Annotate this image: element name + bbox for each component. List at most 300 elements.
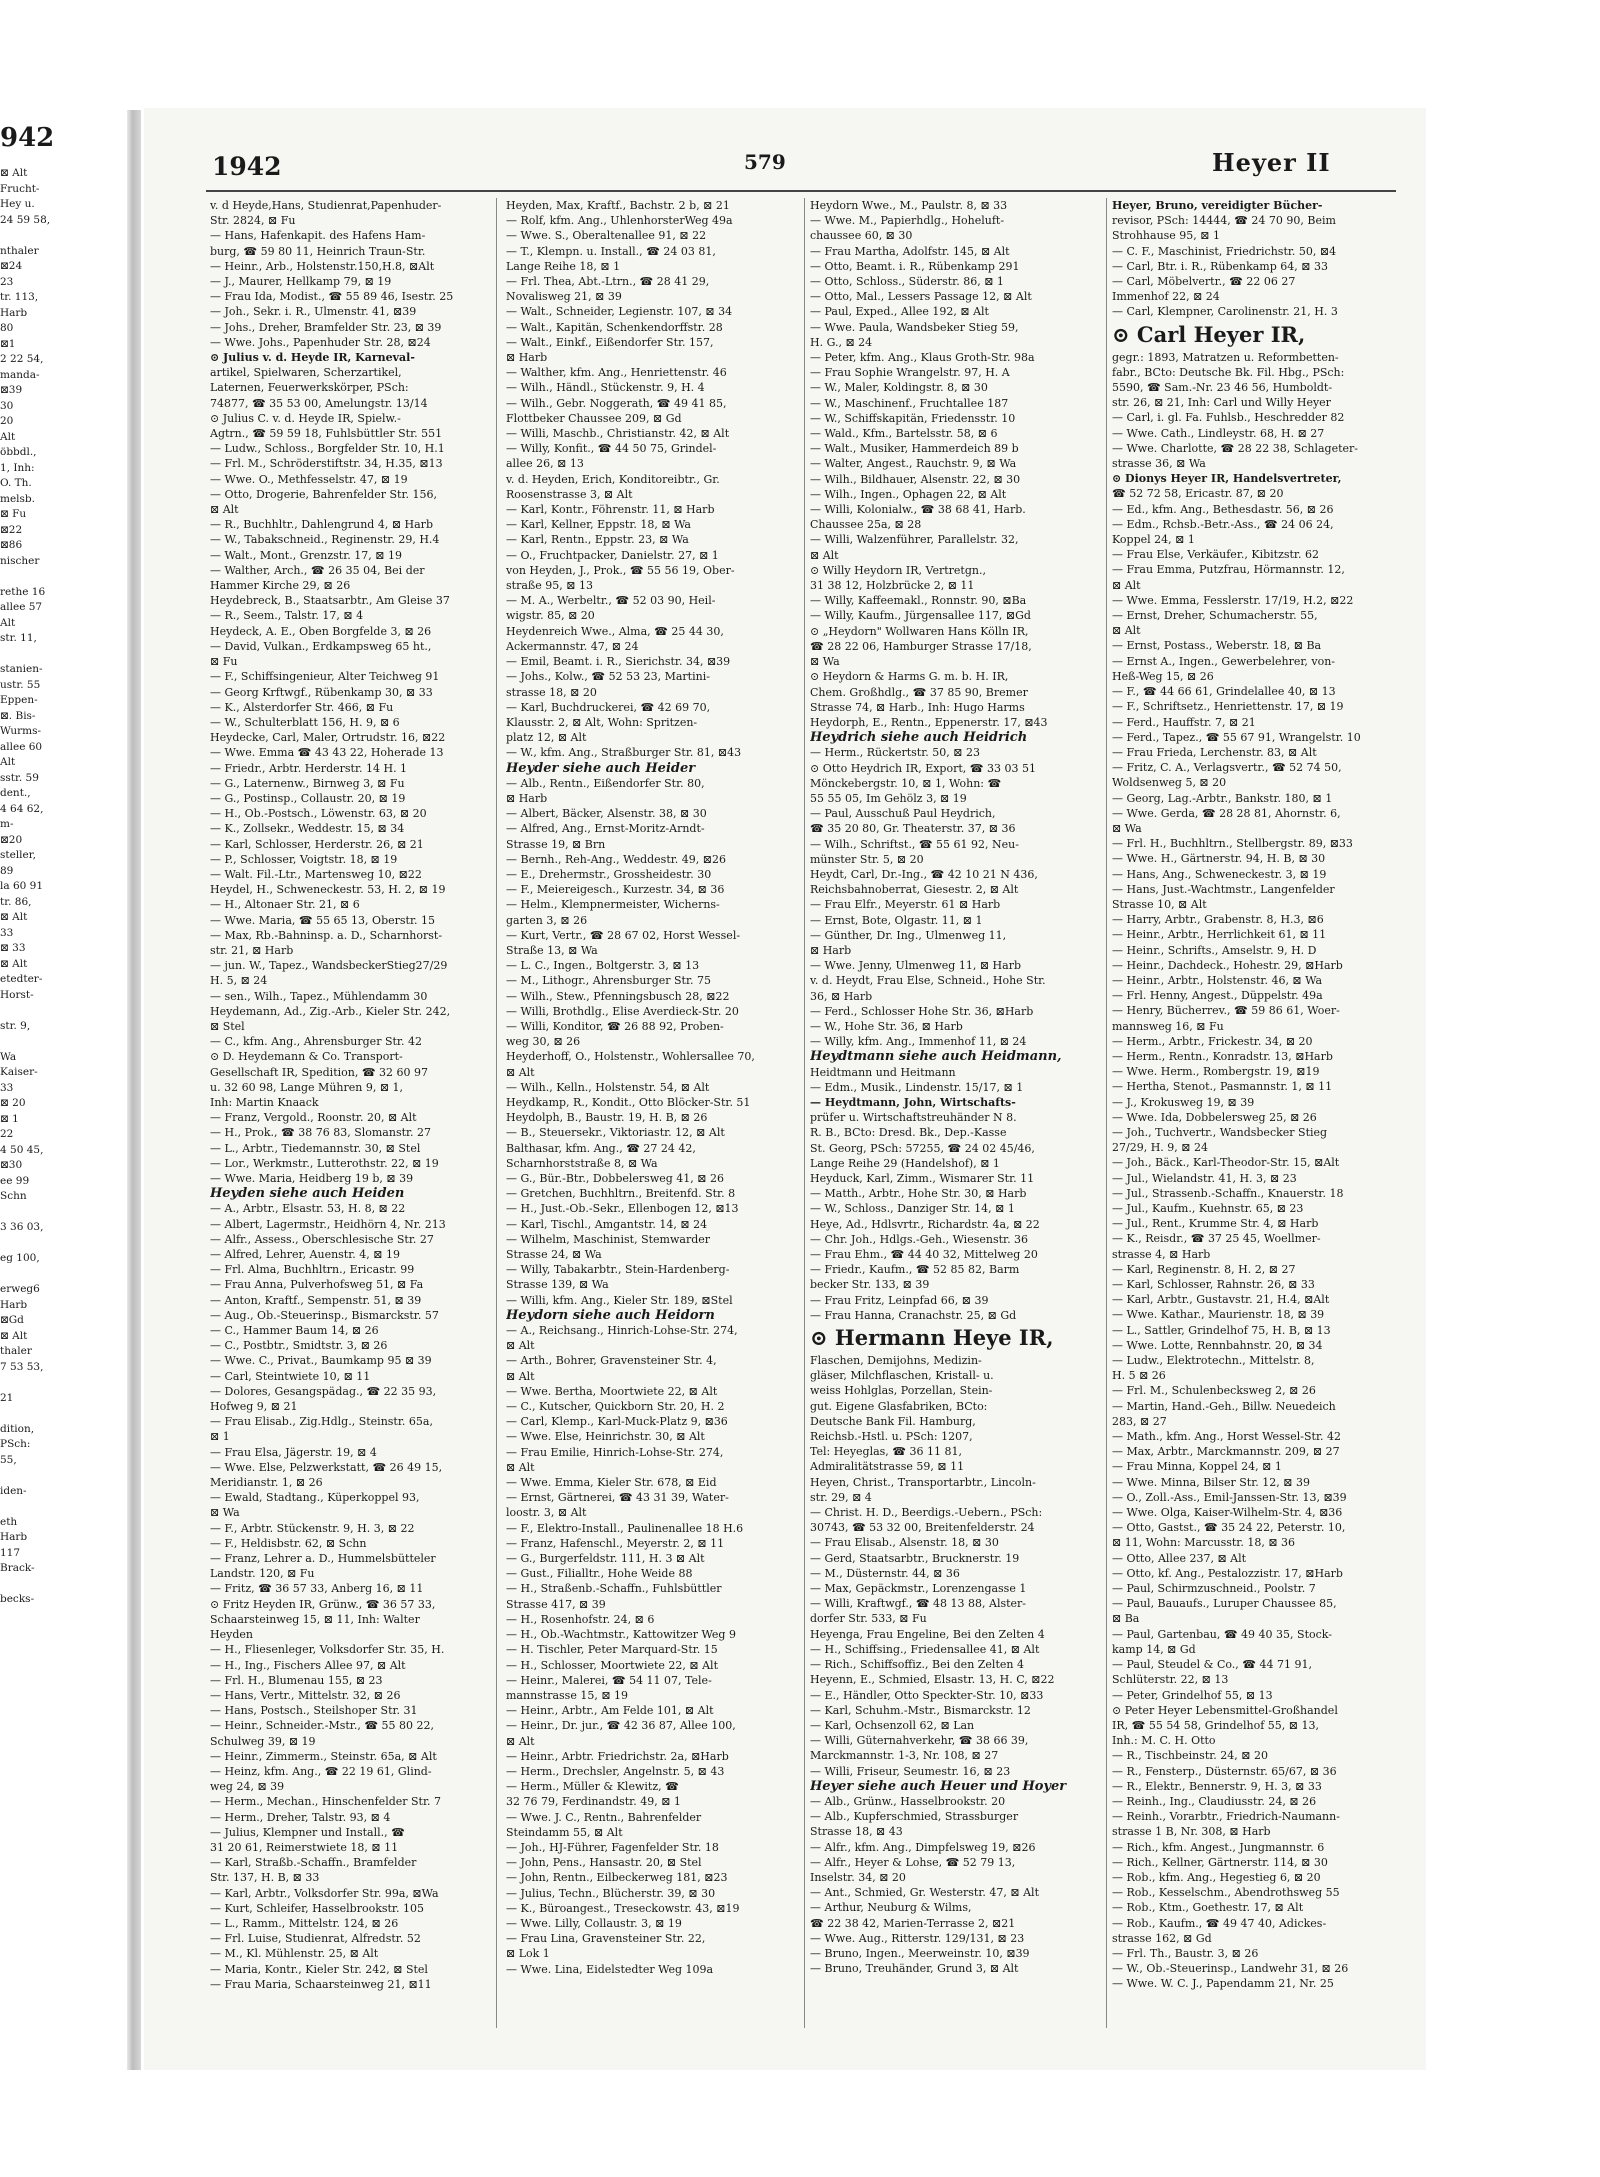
directory-entry: Strasse 139, ⊠ Wa [506, 1278, 609, 1292]
directory-entry: — Joh., Sekr. i. R., Ulmenstr. 41, ⊠39 [210, 305, 417, 319]
previous-page-line: O. Th. [0, 477, 32, 489]
directory-entry: Heyenga, Frau Engeline, Bei den Zelten 4 [810, 1627, 1045, 1641]
previous-page-line: Harb [0, 1531, 28, 1543]
directory-entry: — Willi, Kolonialw., ☎ 38 68 41, Harb. [810, 503, 1026, 517]
directory-entry: platz 12, ⊠ Alt [506, 731, 587, 745]
directory-entry: — Hans, Hafenkapit. des Hafens Ham- [210, 229, 426, 243]
directory-entry: Heyenn, E., Schmied, Elsastr. 13, H. C, ⊠22 [810, 1673, 1055, 1687]
directory-entry: Gesellschaft IR, Spedition, ☎ 32 60 97 [210, 1065, 429, 1079]
directory-entry: — Hans, Vertr., Mittelstr. 32, ⊠ 26 [210, 1688, 401, 1702]
directory-entry: — Otto, Gastst., ☎ 35 24 22, Peterstr. 10, [1112, 1521, 1346, 1535]
directory-entry: — Frl. M., Schulenbecksweg 2, ⊠ 26 [1112, 1384, 1316, 1398]
directory-entry: — Willi, Maschb., Christianstr. 42, ⊠ Alt [506, 427, 730, 441]
directory-entry: — Rich., kfm. Angest., Jungmannstr. 6 [1112, 1840, 1325, 1854]
previous-page-line: Wa [0, 1050, 17, 1063]
directory-entry: — Kurt, Schleifer, Hasselbrookstr. 105 [210, 1901, 424, 1915]
directory-entry: — Georg, Lag.-Arbtr., Bankstr. 180, ⊠ 1 [1112, 791, 1333, 805]
directory-entry: — L. C., Ingen., Boltgerstr. 3, ⊠ 13 [506, 959, 700, 973]
directory-entry: — sen., Wilh., Tapez., Mühlendamm 30 [210, 989, 428, 1003]
directory-entry: — Frl. Th., Baustr. 3, ⊠ 26 [1112, 1946, 1259, 1960]
directory-entry: Meridianstr. 1, ⊠ 26 [210, 1476, 323, 1490]
directory-entry: ☎ 22 38 42, Marien-Terrasse 2, ⊠21 [810, 1916, 1016, 1930]
previous-page-line: nthaler [0, 244, 39, 257]
previous-page-line: 30 [0, 399, 14, 412]
directory-entry: — Wwe. Ida, Dobbelersweg 25, ⊠ 26 [1112, 1110, 1317, 1124]
directory-entry: — Gust., Filialltr., Hohe Weide 88 [506, 1567, 693, 1581]
directory-entry: — Frl. Henny, Angest., Düppelstr. 49a [1112, 989, 1323, 1003]
directory-entry: Mönckebergstr. 10, ⊠ 1, Wohn: ☎ [810, 776, 1002, 790]
directory-entry: — Alfred, Lehrer, Auenstr. 4, ⊠ 19 [210, 1248, 400, 1262]
directory-entry: ⊙ Otto Heydrich IR, Export, ☎ 33 03 51 [810, 761, 1036, 775]
directory-entry: — Carl, Klempner, Carolinenstr. 21, H. 3 [1112, 305, 1338, 319]
directory-entry: Strasse 19, ⊠ Brn [506, 837, 606, 851]
directory-entry: 74877, ☎ 35 53 00, Amelungstr. 13/14 [210, 396, 428, 410]
directory-entry: — Karl, Buchdruckerei, ☎ 42 69 70, [506, 700, 711, 714]
directory-entry: — Wwe. Johs., Papenhuder Str. 28, ⊠24 [210, 335, 431, 349]
directory-entry: R. B., BCto: Dresd. Bk., Dep.-Kasse [810, 1126, 1007, 1140]
directory-entry: — F., Arbtr. Stückenstr. 9, H. 3, ⊠ 22 [210, 1521, 415, 1535]
directory-entry: ⊠ 11, Wohn: Marcusstr. 18, ⊠ 36 [1112, 1536, 1296, 1550]
directory-entry: St. Georg, PSch: 57255, ☎ 24 02 45/46, [810, 1141, 1035, 1155]
directory-entry: Klausstr. 2, ⊠ Alt, Wohn: Spritzen- [506, 715, 698, 729]
directory-entry: Admiralitätstrasse 59, ⊠ 11 [810, 1460, 965, 1474]
directory-entry: — Alfr., Heyer & Lohse, ☎ 52 79 13, [810, 1855, 1016, 1869]
directory-entry: — Kurt, Vertr., ☎ 28 67 02, Horst Wessel- [506, 928, 741, 942]
directory-entry: Steindamm 55, ⊠ Alt [506, 1825, 623, 1839]
previous-page-line [0, 1034, 125, 1050]
directory-entry: Lange Reihe 29 (Handelshof), ⊠ 1 [810, 1156, 1000, 1170]
previous-page-line [0, 1003, 125, 1019]
directory-entry: Heye, Ad., Hdlsvrtr., Richardstr. 4a, ⊠ 22 [810, 1217, 1040, 1231]
previous-page-line: ⊠ Alt [0, 911, 28, 923]
previous-page-line [0, 1205, 125, 1221]
directory-entry: — Frau Minna, Koppel 24, ⊠ 1 [1112, 1460, 1282, 1474]
directory-entry: Inh.: M. C. H. Otto [1112, 1734, 1216, 1748]
directory-entry: — Karl, Arbtr., Volksdorfer Str. 99a, ⊠Wa [210, 1886, 439, 1900]
previous-page-line: manda- [0, 368, 40, 381]
directory-entry: von Heyden, J., Prok., ☎ 55 56 19, Ober- [506, 563, 735, 577]
directory-entry: — Alfred, Ang., Ernst-Moritz-Arndt- [506, 822, 705, 836]
directory-entry: ⊙ Dionys Heyer IR, Handelsvertreter, [1112, 472, 1342, 486]
previous-page-line: str. 9, [0, 1019, 31, 1032]
directory-entry: — H. Tischler, Peter Marquard-Str. 15 [506, 1643, 718, 1657]
directory-entry: Str. 137, H. B, ⊠ 33 [210, 1871, 320, 1885]
directory-entry: — H., Ob.-Postsch., Löwenstr. 63, ⊠ 20 [210, 807, 427, 821]
directory-entry: — Karl, Schlosser, Rahnstr. 26, ⊠ 33 [1112, 1278, 1315, 1292]
directory-entry: 283, ⊠ 27 [1112, 1414, 1167, 1428]
directory-entry: 30743, ☎ 53 32 00, Breitenfelderstr. 24 [810, 1521, 1035, 1535]
directory-entry: — H., Schlosser, Moortwiete 22, ⊠ Alt [506, 1658, 718, 1672]
previous-page-line: 33 [0, 1081, 14, 1094]
directory-entry: Reichsb.-Hstl. u. PSch: 1207, [810, 1430, 973, 1444]
directory-entry: IR, ☎ 55 54 58, Grindelhof 55, ⊠ 13, [1112, 1718, 1319, 1732]
directory-entry: — R., Seem., Talstr. 17, ⊠ 4 [210, 609, 364, 623]
directory-entry: — Paul, Schirmzuschneid., Poolstr. 7 [1112, 1582, 1316, 1596]
directory-entry: Heydecke, Carl, Maler, Ortrudstr. 16, ⊠22 [210, 731, 446, 745]
directory-entry: — Reinh., Vorarbtr., Friedrich-Naumann- [1112, 1810, 1340, 1824]
previous-page-line: steller, [0, 849, 36, 861]
previous-page-line: eth [0, 1515, 18, 1528]
directory-entry: — Bernh., Reh-Ang., Weddestr. 49, ⊠26 [506, 852, 726, 866]
directory-entry: — L., Sattler, Grindelhof 75, H. B, ⊠ 13 [1112, 1323, 1331, 1337]
directory-entry: — Wilh., Gebr. Noggerath, ☎ 49 41 85, [506, 396, 727, 410]
directory-entry: — H., Fliesenleger, Volksdorfer Str. 35, H. [210, 1643, 445, 1657]
directory-entry: — Jul., Wielandstr. 41, H. 3, ⊠ 23 [1112, 1171, 1297, 1185]
directory-column-4 [1108, 198, 1402, 2028]
directory-entry: — Paul, Steudel & Co., ☎ 44 71 91, [1112, 1658, 1312, 1672]
directory-entry: — Otto, kf. Ang., Pestalozzistr. 17, ⊠Harb [1112, 1566, 1343, 1580]
directory-entry: — Heinr., Dachdeck., Hohestr. 29, ⊠Harb [1112, 958, 1343, 972]
previous-page-line: iden- [0, 1484, 27, 1497]
directory-entry: loostr. 3, ⊠ Alt [506, 1506, 587, 1520]
directory-entry: — Willi, Kraftwgf., ☎ 48 13 88, Alster- [810, 1597, 1027, 1611]
directory-entry: — Walt., Kapitän, Schenkendorffstr. 28 [506, 320, 723, 334]
directory-entry: — C., Postbtr., Smidtstr. 3, ⊠ 26 [210, 1339, 388, 1353]
directory-entry: ⊠ Alt [1112, 624, 1141, 638]
directory-entry: — Fritz, ☎ 36 57 33, Anberg 16, ⊠ 11 [210, 1582, 424, 1596]
directory-entry: — Wilh., Schriftst., ☎ 55 61 92, Neu- [810, 837, 1019, 851]
directory-entry: — jun. W., Tapez., WandsbeckerStieg27/29 [210, 959, 448, 973]
directory-entry: — Karl, Rentn., Eppstr. 23, ⊠ Wa [506, 533, 689, 547]
directory-entry: str. 26, ⊠ 21, Inh: Carl und Willy Heyer [1112, 396, 1331, 410]
directory-entry: — Heinz, kfm. Ang., ☎ 22 19 61, Glind- [210, 1764, 432, 1778]
directory-entry: — Carl, Klemp., Karl-Muck-Platz 9, ⊠36 [506, 1415, 728, 1429]
directory-entry: — Wwe. Aug., Ritterstr. 129/131, ⊠ 23 [810, 1931, 1025, 1945]
directory-entry: Heydorn siehe auch Heidorn [506, 1307, 715, 1323]
directory-entry: — Ferd., Hauffstr. 7, ⊠ 21 [1112, 715, 1256, 729]
directory-entry: — L., Ramm., Mittelstr. 124, ⊠ 26 [210, 1916, 399, 1930]
directory-entry: — Frau Elsa, Jägerstr. 19, ⊠ 4 [210, 1445, 377, 1459]
directory-entry: — Frau Hanna, Cranachstr. 25, ⊠ Gd [810, 1308, 1017, 1322]
previous-page-line [0, 1499, 125, 1515]
directory-entry: mannsweg 16, ⊠ Fu [1112, 1019, 1224, 1033]
directory-entry: — Wwe. Maria, Heidberg 19 b, ⊠ 39 [210, 1172, 414, 1185]
directory-entry: — Frau Elisab., Alsenstr. 18, ⊠ 30 [810, 1536, 999, 1550]
previous-page-line: la 60 91 [0, 880, 44, 892]
directory-entry: Ackermannstr. 47, ⊠ 24 [506, 639, 639, 653]
directory-entry: ⊠ Wa [810, 655, 840, 669]
directory-entry: — Karl, Kellner, Eppstr. 18, ⊠ Wa [506, 518, 691, 532]
directory-entry: — Hans, Just.-Wachtmstr., Langenfelder [1112, 882, 1335, 896]
directory-entry: — Peter, kfm. Ang., Klaus Groth-Str. 98a [810, 351, 1035, 365]
directory-entry: — C. F., Maschinist, Friedrichstr. 50, ⊠4 [1112, 244, 1337, 258]
directory-entry: Laternen, Feuerwerkskörper, PSch: [210, 381, 409, 395]
directory-entry: — Joh., HJ-Führer, Fagenfelder Str. 18 [506, 1840, 719, 1854]
directory-entry: — Gretchen, Buchhltrn., Breitenfd. Str. 8 [506, 1187, 736, 1201]
directory-entry: ⊙ „Heydorn" Wollwaren Hans Kölln IR, [810, 624, 1029, 638]
directory-entry: — Albert, Bäcker, Alsenstr. 38, ⊠ 30 [506, 807, 707, 821]
directory-entry: — Alb., Grünw., Hasselbrookstr. 20 [810, 1794, 1006, 1808]
directory-entry: — Frau Ehm., ☎ 44 40 32, Mittelweg 20 [810, 1248, 1038, 1262]
directory-entry: — Wwe. Herm., Rombergstr. 19, ⊠19 [1112, 1065, 1320, 1079]
previous-page-lines [0, 166, 125, 1608]
directory-entry: — Wwe. S., Oberaltenallee 91, ⊠ 22 [506, 229, 707, 243]
directory-entry: — Ernst, Gärtnerei, ☎ 43 31 39, Water- [506, 1491, 729, 1505]
previous-page-line: 80 [0, 322, 14, 334]
directory-entry: — Wwe. Lotte, Rennbahnstr. 20, ⊠ 34 [1112, 1338, 1323, 1352]
directory-entry: Heyderhoff, O., Holstenstr., Wohlersallee 70, [506, 1050, 755, 1064]
directory-entry: — Carl, Steintwiete 10, ⊠ 11 [210, 1369, 371, 1383]
directory-entry: ☎ 28 22 06, Hamburger Strasse 17/18, [810, 639, 1032, 653]
directory-entry: — Wald., Kfm., Bartelsstr. 58, ⊠ 6 [810, 427, 998, 441]
directory-entry: Heyder siehe auch Heider [506, 760, 696, 776]
directory-entry: — Frl. Luise, Studienrat, Alfredstr. 52 [210, 1932, 421, 1946]
directory-entry: — R., Tischbeinstr. 24, ⊠ 20 [1112, 1749, 1268, 1763]
directory-entry: strasse 18, ⊠ 20 [506, 685, 597, 699]
directory-entry: — Frau Emma, Putzfrau, Hörmannstr. 12, [1112, 563, 1345, 577]
previous-page-line: ⊠ 1 [0, 1112, 19, 1125]
directory-entry: v. d. Heyden, Erich, Konditoreibtr., Gr. [506, 472, 720, 486]
directory-entry: — K., Reisdr., ☎ 37 25 45, Woellmer- [1112, 1232, 1321, 1246]
directory-entry: ⊙ Carl Heyer IR, [1112, 321, 1306, 347]
page-year-number: 1942 [212, 152, 282, 181]
directory-entry: — Rolf, kfm. Ang., UhlenhorsterWeg 49a [506, 214, 733, 228]
directory-entry: — F., Heldisbstr. 62, ⊠ Schn [210, 1536, 367, 1550]
directory-entry: — Walt., Mont., Grenzstr. 17, ⊠ 19 [210, 548, 402, 562]
directory-column-2 [502, 198, 805, 2028]
directory-entry: — H., Rosenhofstr. 24, ⊠ 6 [506, 1612, 655, 1626]
directory-entry: — Johs., Kolw., ☎ 52 53 23, Martini- [506, 670, 710, 684]
directory-entry: ⊙ Fritz Heyden IR, Grünw., ☎ 36 57 33, [210, 1597, 436, 1611]
previous-page-line [0, 1267, 125, 1283]
directory-entry: — H., Schiffsing., Friedensallee 41, ⊠ Alt [810, 1642, 1040, 1656]
directory-entry: strasse 162, ⊠ Gd [1112, 1931, 1212, 1945]
directory-entry: — John, Rentn., Eilbeckerweg 181, ⊠23 [506, 1871, 728, 1885]
previous-page-line: Wurms- [0, 725, 42, 737]
previous-page-line: 7 53 53, [0, 1360, 44, 1373]
directory-entry: — Reinh., Ing., Claudiusstr. 24, ⊠ 26 [1112, 1794, 1317, 1808]
previous-page-line: Schn [0, 1190, 27, 1202]
previous-page-line: becks- [0, 1593, 35, 1605]
directory-entry: — Rich., Kellner, Gärtnerstr. 114, ⊠ 30 [1112, 1855, 1328, 1869]
directory-entry: wigstr. 85, ⊠ 20 [506, 609, 595, 623]
directory-entry: — Jul., Kaufm., Kuehnstr. 65, ⊠ 23 [1112, 1202, 1304, 1215]
directory-entry: ⊠ Stel [210, 1019, 245, 1033]
directory-entry: — Ant., Schmied, Gr. Westerstr. 47, ⊠ Alt [810, 1886, 1039, 1900]
page-number: 579 [744, 150, 786, 174]
previous-page-line: Brack- [0, 1562, 35, 1574]
directory-entry: Heydorph, E., Rentn., Eppenerstr. 17, ⊠43 [810, 715, 1048, 729]
directory-entry: Hammer Kirche 29, ⊠ 26 [210, 579, 351, 593]
directory-entry: — Willi, Brothdlg., Elise Averdieck-Str. 20 [506, 1004, 739, 1018]
directory-entry: Heydrich siehe auch Heidrich [810, 730, 1028, 746]
directory-entry: — O., Fruchtpacker, Danielstr. 27, ⊠ 1 [506, 548, 719, 562]
directory-entry: — Alb., Rentn., Eißendorfer Str. 80, [506, 776, 705, 790]
directory-entry: — C., Kutscher, Quickborn Str. 20, H. 2 [506, 1400, 725, 1414]
directory-entry: — Frau Maria, Schaarsteinweg 21, ⊠11 [210, 1977, 432, 1991]
directory-entry: — Hans, Ang., Schweneckestr. 3, ⊠ 19 [1112, 867, 1327, 881]
directory-entry: — Günther, Dr. Ing., Ulmenweg 11, [810, 928, 1007, 942]
directory-entry: — Frau Elfr., Meyerstr. 61 ⊠ Harb [810, 898, 1001, 912]
directory-entry: — M. A., Werbeltr., ☎ 52 03 90, Heil- [506, 594, 716, 608]
directory-entry: — Wwe. Bertha, Moortwiete 22, ⊠ Alt [506, 1384, 718, 1398]
previous-page-line: ⊠1 [0, 337, 16, 350]
directory-entry: — M., Kl. Mühlenstr. 25, ⊠ Alt [210, 1947, 379, 1961]
directory-entry: — Walt., Musiker, Hammerdeich 89 b [810, 442, 1019, 456]
directory-entry: — Herm., Rückertstr. 50, ⊠ 23 [810, 746, 980, 760]
previous-page-line: 3 36 03, [0, 1221, 44, 1233]
directory-entry: weiss Hohlglas, Porzellan, Stein- [810, 1384, 993, 1398]
previous-page-line: Alt [0, 756, 16, 768]
directory-entry: — Frau Else, Verkäufer., Kibitzstr. 62 [1112, 548, 1319, 562]
previous-page-line: 33 [0, 926, 14, 939]
directory-entry: burg, ☎ 59 80 11, Heinrich Traun-Str. [210, 244, 426, 258]
directory-entry: — A., Arbtr., Elsastr. 53, H. 8, ⊠ 22 [210, 1202, 406, 1216]
previous-page-line: 89 [0, 864, 14, 877]
directory-entry: — H., Just.-Ob.-Sekr., Ellenbogen 12, ⊠13 [506, 1202, 739, 1216]
previous-page-line: Alt [0, 430, 16, 443]
previous-page-line: stanien- [0, 663, 43, 675]
directory-entry: — Anton, Kraftf., Sempenstr. 51, ⊠ 39 [210, 1293, 422, 1307]
directory-entry: Chem. Großhdlg., ☎ 37 85 90, Bremer [810, 685, 1028, 699]
directory-entry: — Paul, Ausschuß Paul Heydrich, [810, 807, 996, 821]
directory-entry: — Ernst, Dreher, Schumacherstr. 55, [1112, 609, 1318, 623]
directory-entry: — F., Elektro-Install., Paulinenallee 18 H.6 [506, 1521, 744, 1535]
directory-entry: — Rich., Schiffsoffiz., Bei den Zelten 4 [810, 1658, 1024, 1672]
directory-entry: — Rob., Kaufm., ☎ 49 47 40, Adickes- [1112, 1916, 1327, 1930]
directory-entry: — Willy, kfm. Ang., Immenhof 11, ⊠ 24 [810, 1035, 1027, 1049]
directory-entry: — Wwe. Gerda, ☎ 28 28 81, Ahornstr. 6, [1112, 806, 1341, 820]
directory-entry: Heydkamp, R., Kondit., Otto Blöcker-Str. 51 [506, 1095, 751, 1109]
directory-entry: — Karl, Straßb.-Schaffn., Bramfelder [210, 1856, 417, 1870]
directory-entry: — Willy, Kaffeemakl., Ronnstr. 90, ⊠Ba [810, 594, 1027, 608]
directory-entry: — Julius, Techn., Blücherstr. 39, ⊠ 30 [506, 1886, 716, 1900]
previous-page-line: ⊠ Alt [0, 1329, 28, 1342]
directory-entry: ☎ 52 72 58, Ericastr. 87, ⊠ 20 [1112, 487, 1284, 501]
directory-entry: H. 5, ⊠ 24 [210, 974, 268, 988]
directory-entry: — John, Pens., Hansastr. 20, ⊠ Stel [506, 1856, 702, 1870]
directory-entry: — F., Schriftsetz., Henriettenstr. 17, ⊠ 19 [1112, 700, 1344, 714]
directory-entry: — Willi, Konditor, ☎ 26 88 92, Proben- [506, 1019, 724, 1033]
directory-entry: — Wwe. Else, Pelzwerkstatt, ☎ 26 49 15, [210, 1460, 443, 1474]
directory-entry: ⊠ Ba [1112, 1612, 1140, 1626]
directory-entry: — F., Meiereigesch., Kurzestr. 34, ⊠ 36 [506, 883, 725, 897]
directory-entry: — Alb., Kupferschmied, Strassburger [810, 1810, 1019, 1824]
directory-entry: Heydel, H., Schweneckestr. 53, H. 2, ⊠ 19 [210, 883, 446, 897]
directory-entry: — H., Straßenb.-Schaffn., Fuhlsbüttler [506, 1582, 722, 1596]
previous-page-line: Harb [0, 306, 28, 319]
directory-entry: — Heinr., Zimmerm., Steinstr. 65a, ⊠ Alt [210, 1749, 437, 1763]
directory-entry: — F., ☎ 44 66 61, Grindelallee 40, ⊠ 13 [1112, 685, 1336, 699]
previous-page-line: sstr. 59 [0, 771, 39, 784]
previous-page-line: Eppen- [0, 694, 38, 706]
directory-entry: Immenhof 22, ⊠ 24 [1112, 290, 1220, 304]
directory-entry: Lange Reihe 18, ⊠ 1 [506, 259, 621, 273]
directory-entry: — Wwe. Lina, Eidelstedter Weg 109a [506, 1962, 714, 1976]
directory-entry: — Willi, kfm. Ang., Kieler Str. 189, ⊠Stel [506, 1293, 733, 1307]
directory-entry: — Jul., Strassenb.-Schaffn., Knauerstr. 18 [1112, 1186, 1344, 1200]
directory-entry: — Karl, Tischl., Amgantstr. 14, ⊠ 24 [506, 1217, 708, 1231]
directory-entry: ⊠ Wa [210, 1506, 240, 1520]
directory-entry: — Ed., kfm. Ang., Bethesdastr. 56, ⊠ 26 [1112, 502, 1334, 516]
directory-entry: 36, ⊠ Harb [810, 989, 873, 1003]
directory-entry: — Wwe. Emma, Kieler Str. 678, ⊠ Eid [506, 1476, 717, 1490]
directory-entry: ⊙ Hermann Heye IR, [810, 1325, 1054, 1351]
directory-entry: — Henry, Bücherrev., ☎ 59 86 61, Woer- [1112, 1004, 1340, 1018]
previous-page-line: tr. 86, [0, 895, 32, 908]
directory-entry: — W., Tabakschneid., Reginenstr. 29, H.4 [210, 533, 440, 547]
previous-page-line: 23 [0, 275, 14, 288]
directory-entry: — Gerd, Staatsarbtr., Brucknerstr. 19 [810, 1551, 1020, 1565]
directory-entry: becker Str. 133, ⊠ 39 [810, 1278, 930, 1292]
directory-entry: — T., Klempn. u. Install., ☎ 24 03 81, [506, 244, 716, 258]
directory-entry: — Ludw., Schloss., Borgfelder Str. 10, H.1 [210, 442, 445, 456]
directory-entry: Heyer siehe auch Heuer und Hoyer [810, 1778, 1067, 1794]
directory-entry: — Wwe. Minna, Bilser Str. 12, ⊠ 39 [1112, 1475, 1310, 1489]
directory-entry: — H., Ing., Fischers Allee 97, ⊠ Alt [210, 1658, 406, 1672]
directory-entry: — Wwe. Paula, Wandsbeker Stieg 59, [810, 320, 1019, 334]
directory-entry: — Otto, Allee 237, ⊠ Alt [1112, 1551, 1247, 1565]
directory-entry: — R., Fensterp., Düsternstr. 65/67, ⊠ 36 [1112, 1764, 1337, 1778]
directory-entry: — G., Burgerfeldstr. 111, H. 3 ⊠ Alt [506, 1552, 705, 1566]
previous-page-fragment [0, 120, 125, 2060]
previous-page-line: str. 11, [0, 632, 37, 644]
directory-entry: Strasse 24, ⊠ Wa [506, 1248, 602, 1262]
directory-entry: — H., Altonaer Str. 21, ⊠ 6 [210, 898, 360, 912]
directory-entry: — Frau Sophie Wrangelstr. 97, H. A [810, 366, 1010, 380]
directory-entry: — Wwe. Emma ☎ 43 43 22, Hoherade 13 [210, 746, 444, 760]
directory-entry: — C., kfm. Ang., Ahrensburger Str. 42 [210, 1035, 422, 1049]
directory-entry: — Karl, Arbtr., Gustavstr. 21, H.4, ⊠Alt [1112, 1293, 1330, 1307]
directory-entry: — W., Ob.-Steuerinsp., Landwehr 31, ⊠ 26 [1112, 1962, 1349, 1976]
directory-entry: u. 32 60 98, Lange Mühren 9, ⊠ 1, [210, 1080, 404, 1094]
previous-page-line: allee 57 [0, 601, 43, 613]
directory-entry: — Heinr., Schrifts., Amselstr. 9, H. D [1112, 943, 1317, 957]
directory-entry: Strasse 10, ⊠ Alt [1112, 897, 1207, 911]
previous-page-line: dent., [0, 787, 31, 799]
directory-entry: — Franz, Vergold., Roonstr. 20, ⊠ Alt [210, 1111, 417, 1125]
directory-entry: v. d Heyde,Hans, Studienrat,Papenhuder- [210, 199, 442, 212]
directory-entry: — Rob., kfm. Ang., Hegestieg 6, ⊠ 20 [1112, 1870, 1321, 1884]
directory-entry: — Frl. H., Blumenau 155, ⊠ 23 [210, 1673, 383, 1687]
directory-entry: — Wwe. Jenny, Ulmenweg 11, ⊠ Harb [810, 959, 1021, 973]
previous-page-line: 117 [0, 1546, 21, 1559]
directory-entry: — Friedr., Arbtr. Herderstr. 14 H. 1 [210, 761, 408, 775]
directory-entry: — Heinr., Schneider.-Mstr., ☎ 55 80 22, [210, 1719, 434, 1733]
directory-entry: Heyden siehe auch Heiden [210, 1186, 405, 1202]
directory-entry: — Walt., Schneider, Legienstr. 107, ⊠ 34 [506, 305, 733, 319]
previous-page-line [0, 647, 125, 663]
directory-entry: — Wwe. Kathar., Maurienstr. 18, ⊠ 39 [1112, 1308, 1325, 1322]
previous-page-line: PSch: [0, 1438, 31, 1450]
directory-entry: ⊠ Alt [506, 1339, 535, 1353]
previous-page-line: 21 [0, 1391, 14, 1404]
directory-entry: Schulweg 39, ⊠ 19 [210, 1734, 316, 1748]
directory-entry: — David, Vulkan., Erdkampsweg 65 ht., [210, 639, 432, 653]
directory-entry: — Edm., Rchsb.-Betr.-Ass., ☎ 24 06 24, [1112, 517, 1334, 531]
directory-entry: Tel: Heyeglas, ☎ 36 11 81, [810, 1445, 962, 1459]
directory-entry: Strohhause 95, ⊠ 1 [1112, 229, 1221, 243]
directory-entry: — R., Elektr., Bennerstr. 9, H. 3, ⊠ 33 [1112, 1779, 1322, 1793]
directory-entry: ⊠ Harb [506, 351, 548, 365]
directory-entry: — Paul, Gartenbau, ☎ 49 40 35, Stock- [1112, 1627, 1332, 1641]
directory-entry: — E., Drehermstr., Grossheidestr. 30 [506, 867, 712, 881]
directory-entry: str. 21, ⊠ Harb [210, 943, 294, 957]
header-rule [206, 190, 1396, 192]
previous-page-line [0, 1577, 125, 1593]
directory-entry: — W., Hohe Str. 36, ⊠ Harb [810, 1019, 963, 1033]
directory-entry: straße 95, ⊠ 13 [506, 579, 593, 593]
directory-entry: — Willi, Friseur, Seumestr. 16, ⊠ 23 [810, 1764, 1011, 1778]
directory-entry: — W., Maler, Koldingstr. 8, ⊠ 30 [810, 381, 988, 395]
directory-entry: — Helm., Klempnermeister, Wicherns- [506, 898, 720, 912]
directory-entry: allee 26, ⊠ 13 [506, 457, 584, 471]
previous-page-line: 4 50 45, [0, 1143, 44, 1156]
directory-entry: — Hans, Postsch., Steilshoper Str. 31 [210, 1704, 418, 1718]
directory-entry: — Wwe. M., Papierhdlg., Hoheluft- [810, 214, 1005, 228]
directory-entry: — Frau Anna, Pulverhofsweg 51, ⊠ Fa [210, 1278, 424, 1292]
directory-entry: Heydeck, A. E., Oben Borgfelde 3, ⊠ 26 [210, 624, 432, 638]
